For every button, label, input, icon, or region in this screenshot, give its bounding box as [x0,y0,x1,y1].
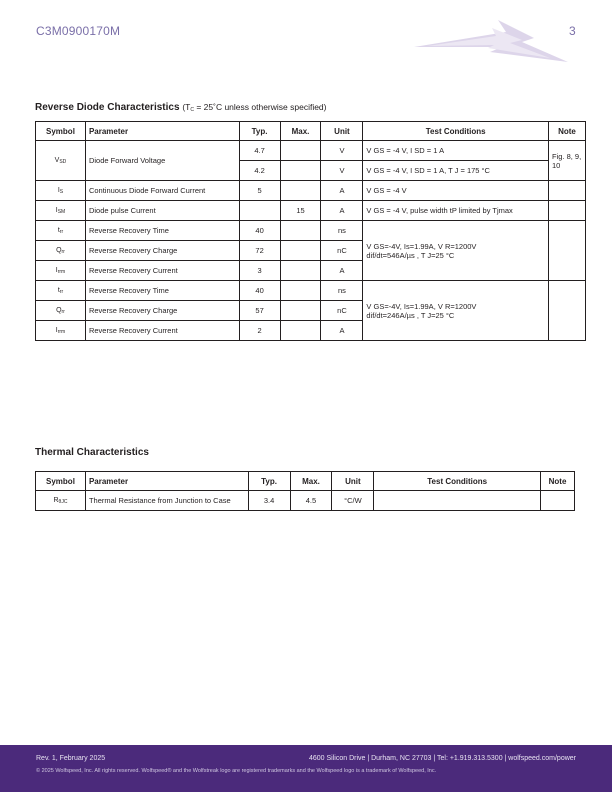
reverse-diode-table [35,121,586,341]
unit-cell: V [321,161,363,181]
typ-cell: 40 [239,221,280,241]
note-cell [548,181,585,201]
symbol-cell: $I_S$ [36,181,86,201]
col-header-typ: Typ. [248,472,290,491]
col-header-symbol: Symbol [36,122,86,141]
reverse-diode-condition: ($T_C$ = 25˚C unless otherwise specified) [182,102,327,113]
table-row [36,141,586,161]
typ-cell: 4.7 [239,141,280,161]
max-cell [280,261,321,281]
typ-cell: 57 [239,301,280,321]
max-cell [280,241,321,261]
parameter-cell: Reverse Recovery Charge [85,301,239,321]
unit-cell: A [321,181,363,201]
table-header-row [36,472,575,491]
part-number: C3M0900170M [36,24,121,38]
note-cell [548,281,585,341]
col-header-note: Note [541,472,575,491]
parameter-cell: Reverse Recovery Time [85,281,239,301]
table-row [36,181,586,201]
typ-cell: 72 [239,241,280,261]
symbol-cell: $I_{rrm}$ [36,321,86,341]
unit-cell: A [321,201,363,221]
max-cell [280,141,321,161]
unit-cell: °C/W [332,491,374,511]
col-header-symbol: Symbol [36,472,86,491]
col-header-unit: Unit [332,472,374,491]
table-row [36,281,586,301]
test-condition-cell: V GS=-4V, Is=1.99A, V R=1200V dif/dt=546A/µs , T J=25 °C [363,221,549,281]
thermal-table [35,471,575,511]
parameter-cell: Diode Forward Voltage [85,141,239,181]
page-number: 3 [569,24,576,38]
symbol-cell: $Q_{rr}$ [36,241,86,261]
col-header-parameter: Parameter [85,472,248,491]
test-condition-cell: V GS = -4 V, I SD = 1 A [363,141,549,161]
typ-cell: 40 [239,281,280,301]
symbol-cell: $R_{\theta JC}$ [36,491,86,511]
col-header-max: Max. [280,122,321,141]
parameter-cell: Diode pulse Current [85,201,239,221]
col-header-typ: Typ. [239,122,280,141]
symbol-cell: $I_{rrm}$ [36,261,86,281]
typ-cell: 3.4 [248,491,290,511]
max-cell [280,181,321,201]
col-header-unit: Unit [321,122,363,141]
max-cell [280,161,321,181]
test-condition-cell: V GS = -4 V, I SD = 1 A, T J = 175 °C [363,161,549,181]
parameter-cell: Continuous Diode Forward Current [85,181,239,201]
typ-cell: 2 [239,321,280,341]
symbol-cell: $t_{rr}$ [36,281,86,301]
footer-address: 4600 Silicon Drive | Durham, NC 27703 | Tel: +1.919.313.5300 | wolfspeed.com/power [308,755,576,762]
test-condition-cell [374,491,541,511]
max-cell [280,221,321,241]
typ-cell: 3 [239,261,280,281]
typ-cell [239,201,280,221]
col-header-max: Max. [290,472,332,491]
note-cell [548,221,585,281]
unit-cell: nC [321,241,363,261]
symbol-cell: $I_{SM}$ [36,201,86,221]
typ-cell: 5 [239,181,280,201]
footer-revision: Rev. 1, February 2025 [36,755,106,762]
typ-cell: 4.2 [239,161,280,181]
unit-cell: A [321,261,363,281]
note-cell [548,201,585,221]
max-cell: 15 [280,201,321,221]
unit-cell: nC [321,301,363,321]
symbol-cell: $t_{rr}$ [36,221,86,241]
parameter-cell: Thermal Resistance from Junction to Case [85,491,248,511]
max-cell: 4.5 [290,491,332,511]
col-header-parameter: Parameter [85,122,239,141]
table-header-row [36,122,586,141]
note-cell: Fig. 8, 9, 10 [548,141,585,181]
parameter-cell: Reverse Recovery Current [85,321,239,341]
parameter-cell: Reverse Recovery Time [85,221,239,241]
parameter-cell: Reverse Recovery Current [85,261,239,281]
col-header-test-conditions: Test Conditions [363,122,549,141]
note-cell [541,491,575,511]
parameter-cell: Reverse Recovery Charge [85,241,239,261]
max-cell [280,321,321,341]
unit-cell: ns [321,281,363,301]
footer-copyright: © 2025 Wolfspeed, Inc. All rights reserved. Wolfspeed® and the Wolfstreak logo are registered trademarks and the Wolfspeed logo is a trademark of Wolfspeed, Inc. [36,768,437,774]
wolfstreak-logo-icon [410,16,570,66]
reverse-diode-title [35,102,327,113]
max-cell [280,301,321,321]
test-condition-cell: V GS = -4 V [363,181,549,201]
test-condition-cell: V GS = -4 V, pulse width tP limited by Tjmax [363,201,549,221]
reverse-diode-title-text: Reverse Diode Characteristics [35,102,180,113]
unit-cell: ns [321,221,363,241]
page-footer [0,745,612,792]
table-row [36,491,575,511]
unit-cell: A [321,321,363,341]
table-row [36,221,586,241]
col-header-test-conditions: Test Conditions [374,472,541,491]
unit-cell: V [321,141,363,161]
thermal-title: Thermal Characteristics [35,447,149,458]
table-row [36,201,586,221]
symbol-cell: $Q_{rr}$ [36,301,86,321]
symbol-cell: $V_{SD}$ [36,141,86,181]
col-header-note: Note [548,122,585,141]
test-condition-cell: V GS=-4V, Is=1.99A, V R=1200V dif/dt=246A/µs , T J=25 °C [363,281,549,341]
max-cell [280,281,321,301]
